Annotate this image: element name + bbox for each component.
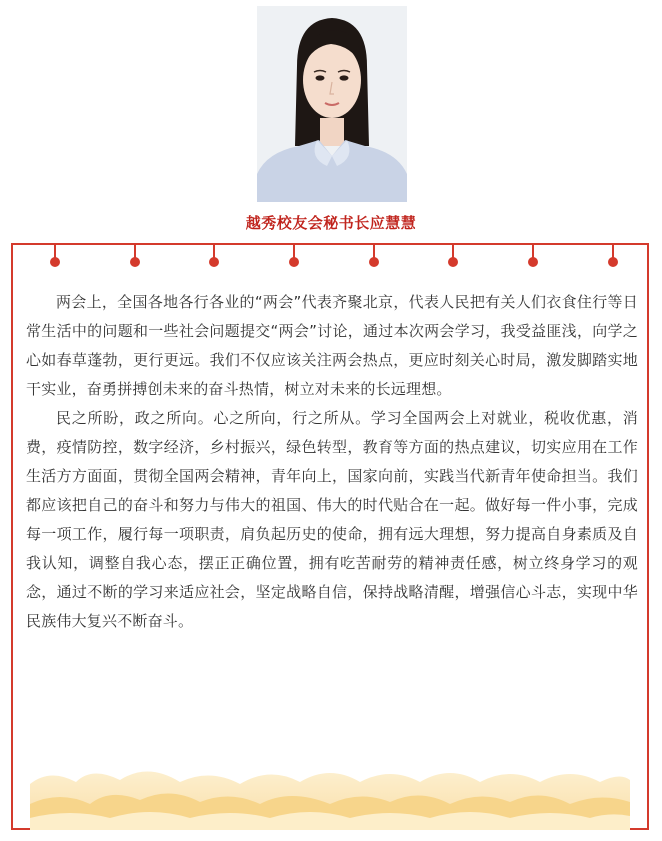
cloud-decoration <box>30 760 630 830</box>
portrait-caption: 越秀校友会秘书长应慧慧 <box>245 214 417 232</box>
paragraph: 两会上，全国各地各行各业的“两会”代表齐聚北京，代表人民把有关人们衣食住行等日常生活中的问题和一些社会问题提交“两会”讨论，通过本次两会学习，我受益匪浅，向学之心如春草蓬勃，更行更远。我们不仅应该关注两会热点，更应时刻关心时局，激发脚踏实地干实业，奋勇拼搏创未来的奋斗热情，树立对未来的长远理想。 <box>26 293 638 398</box>
paragraph: 民之所盼，政之所向。心之所向，行之所从。学习全国两会上对就业，税收优惠，消费，疫情防控，数字经济，乡村振兴，绿色转型，教育等方面的热点建议，切实应用在工作生活方方面面，贯彻全国两会精神，青年向上，国家向前，实践当代新青年使命担当。我们都应该把自己的奋斗和努力与伟大的祖国、伟大的时代贴合在一起。做好每一件小事，完成每一项工作，履行每一项职责，肩负起历史的使命，拥有远大理想，努力提高自身素质及自我认知，调整自我心态，摆正正确位置，拥有吃苦耐劳的精神责任感，树立终身学习的观念，通过不断的学习来适应社会，坚定战略自信，保持战略清醒，增强信心斗志，实现中华民族伟大复兴不断奋斗。 <box>26 409 638 630</box>
binder-ring <box>50 245 60 267</box>
portrait-illustration <box>257 6 407 202</box>
binder-ring <box>448 245 458 267</box>
binder-ring <box>209 245 219 267</box>
binder-ring <box>528 245 538 267</box>
binder-ring <box>130 245 140 267</box>
binder-ring <box>369 245 379 267</box>
article-body <box>26 288 638 636</box>
binder-ring <box>289 245 299 267</box>
portrait-photo <box>257 6 407 202</box>
binder-ring <box>608 245 618 267</box>
